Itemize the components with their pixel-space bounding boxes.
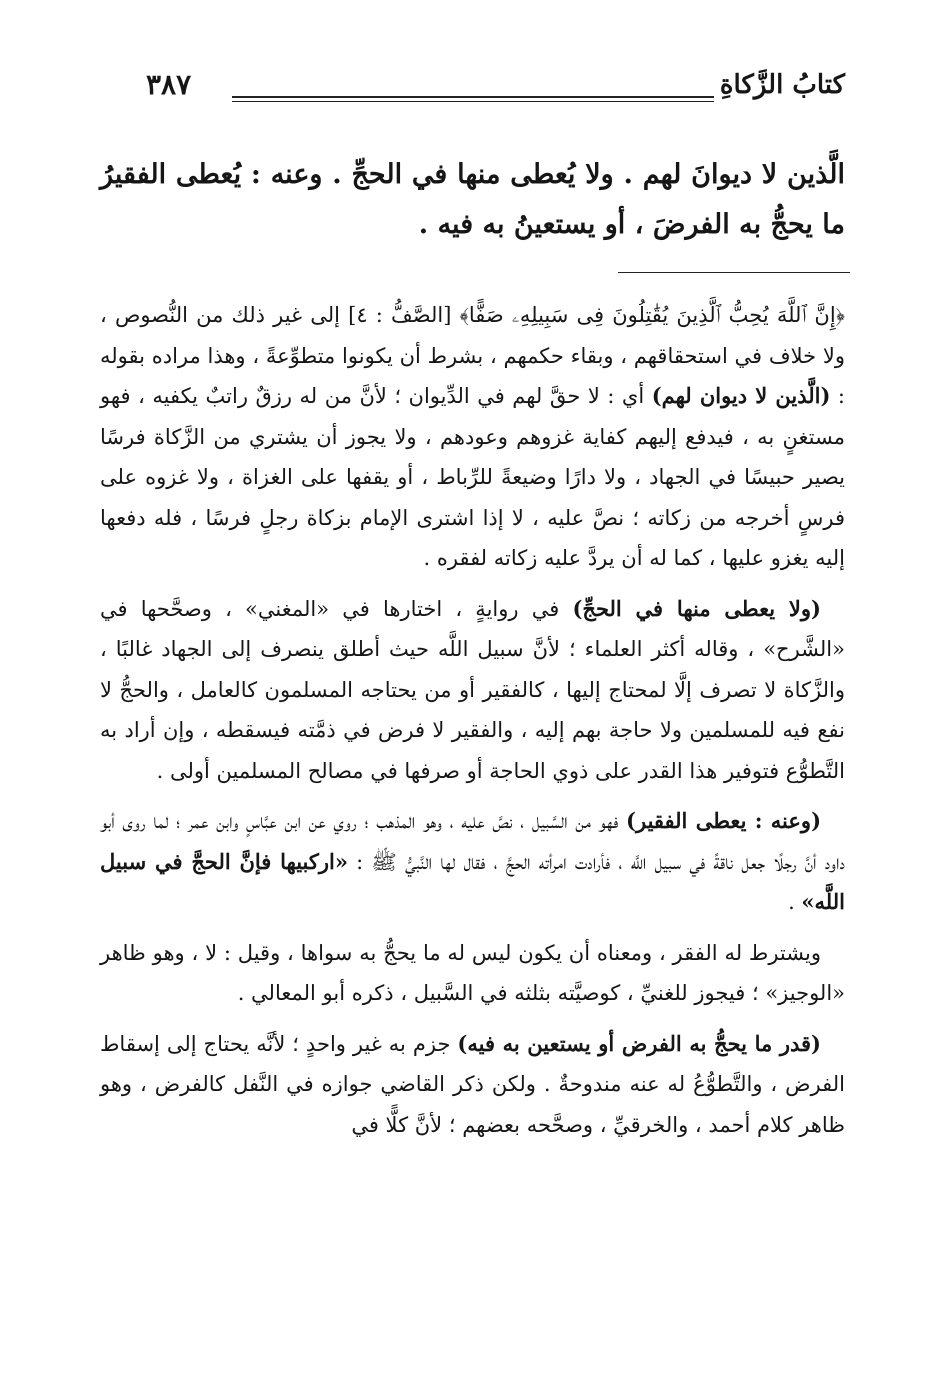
footnote-separator <box>618 272 850 273</box>
header-rule <box>232 96 714 102</box>
main-text <box>100 150 845 250</box>
commentary-text: ويشترط له الفقر ، ومعناه أن يكون ليس له ما يحجُّ به سواها ، وقيل : لا ، وهو ظاهر «الوجيز» ؛ فيجوز للغنيِّ ، كوصيَّته بثلثه في السَّبيل ، ذكره أبو المعالي . <box>100 940 845 1005</box>
commentary-paragraph-1 <box>100 295 845 579</box>
main-text-paragraph: الَّذين لا ديوانَ لهم . ولا يُعطى منها في الحجِّ . وعنه : يُعطى الفقيرُ ما يحجُّ به الفرضَ ، أو يستعينُ به فيه . <box>100 159 845 240</box>
commentary-paragraph-4 <box>100 933 845 1014</box>
page-number: ٣٨٧ <box>146 68 192 101</box>
quoted-matn: (قدر ما يحجُّ به الفرض أو يستعين به فيه) <box>457 1030 821 1056</box>
commentary-text: في روايةٍ ، اختارها في «المغني» ، وصحَّحها في «الشَّرح» ، وقاله أكثر العلماء ؛ لأنَّ سبيل اللَّه حيث أطلق ينصرف إلى الجهاد غالبًا ، والزَّكاة لا تصرف إلَّا لمحتاج إليها ، كالفقير أو من يحتاجه المسلمون كالعامل ، والحجُّ لا نفع فيه للمسلمين ولا حاجة بهم إليه ، والفقير لا فرض في ذمَّته فيسقطه ، وإن أراد به التَّطوُّع فتوفير هذا القدر على ذوي الحاجة أو صرفها في مصالح المسلمين أولى . <box>100 596 845 783</box>
commentary-paragraph-5 <box>100 1024 845 1146</box>
quoted-matn: (الَّذين لا ديوان لهم) <box>651 383 831 408</box>
commentary <box>100 295 845 1155</box>
commentary-paragraph-2 <box>100 589 845 792</box>
quran-verse: ﴿إِنَّ ٱللَّهَ يُحِبُّ ٱلَّذِينَ يُقَٰتِلُونَ فِى سَبِيلِهِۦ صَفًّا﴾ <box>459 303 845 327</box>
commentary-text: . <box>788 890 802 914</box>
hadith-quote: «اركبيها فإنَّ الحجَّ في سبيل اللَّه» <box>100 848 845 914</box>
commentary-text: [الصَّفُّ : ٤] إلى غير ذلك من النُّصوص ، ولا خلاف في استحقاقهم ، وبقاء حكمهم ، بشرط أن يكونوا متطوِّعةً ، وهذا مراده بقوله : <box>100 303 845 408</box>
commentary-text: جزم به غير واحدٍ ؛ لأنَّه يحتاج إلى إسقاط الفرض ، والتَّطوُّعُ له عنه مندوحةٌ . ولكن ذكر القاضي جوازه في النَّفل كالفرض ، وهو ظاهر كلام أحمد ، والخرقيِّ ، وصحَّحه بعضهم ؛ لأنَّ كلًّا في <box>100 1031 845 1137</box>
quoted-matn: (ولا يعطى منها في الحجِّ) <box>572 595 821 621</box>
commentary-text: فهو من السَّبيل ، نصَّ عليه ، وهو المذهب ؛ روي عن ابن عبَّاسٍ وابن عمر ؛ لما روى أبو داود أنَّ رجلًا جعل ناقةً في سبيل اللَّه ، فأرادت امرأته الحجَّ ، فقال لها النَّبيُّ ﷺ : <box>100 809 846 874</box>
commentary-paragraph-3 <box>100 801 845 923</box>
commentary-text: أي : لا حقَّ لهم في الدِّيوان ؛ لأنَّ من له رزقٌ راتبٌ يكفيه ، فهو مستغنٍ به ، فيدفع إليهم كفاية غزوهم وعودهم ، ولا يجوز أن يشتري من الزَّكاة فرسًا يصير حبيسًا في الجهاد ، ولا دارًا وضيعةً للرِّباط ، أو يقفها على الغزاة ، ولا غزوه على فرسٍ أخرجه من زكاته ؛ نصَّ عليه ، لا إذا اشترى الإمام بزكاة رجلٍ فرسًا ، فله دفعها إليه يغزو عليها ، كما له أن يردَّ عليه زكاته لفقره . <box>100 384 845 570</box>
quoted-matn: (وعنه : يعطى الفقير) <box>626 808 822 833</box>
running-header-title: كتابُ الزَّكاةِ <box>719 70 845 100</box>
